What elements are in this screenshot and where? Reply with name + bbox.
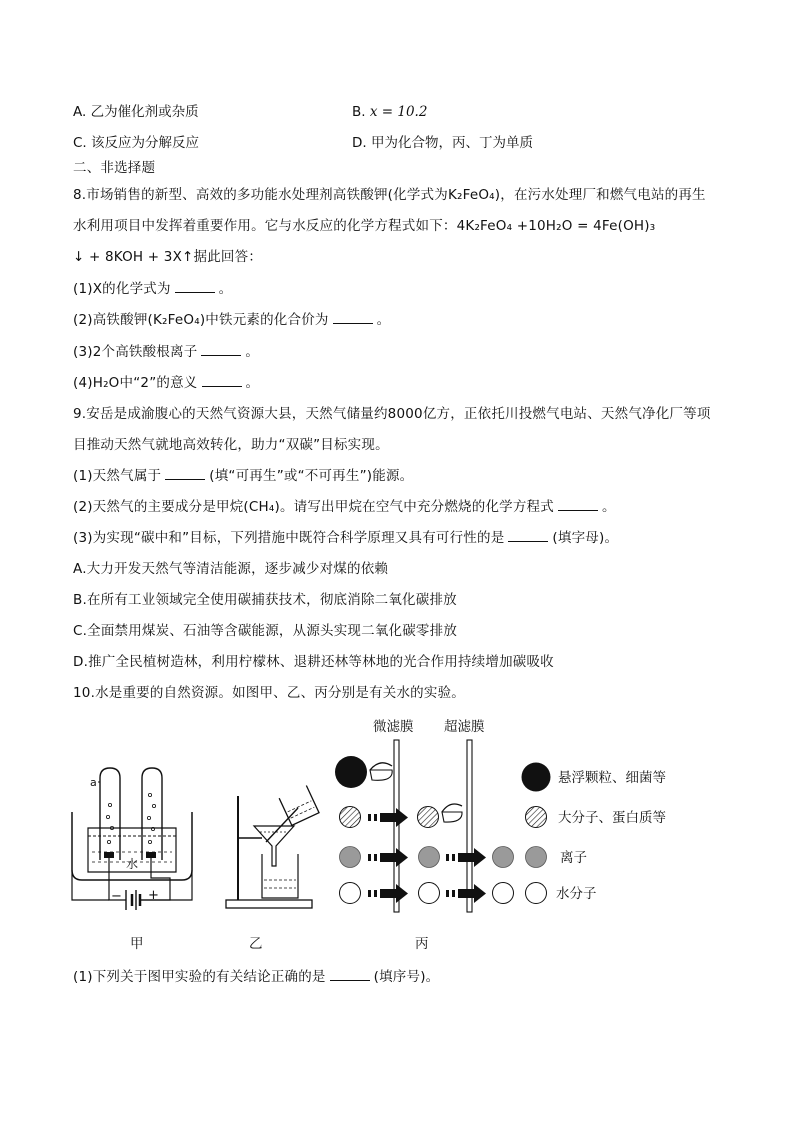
experiment-figure (0, 700, 794, 965)
filtration-apparatus (226, 785, 319, 908)
answer-blank[interactable] (333, 311, 373, 324)
legend-suspended-icon (522, 763, 551, 792)
legend-ion-label: 离子 (560, 850, 587, 866)
ultrafiltration-membrane (467, 740, 472, 912)
q8-line3: ↓ + 8KOH + 3X↑据此回答： (73, 249, 263, 265)
q9-sub3-text: (3)为实现“碳中和”目标，下列措施中既符合科学原理又具有可行性的是 (73, 530, 505, 546)
q10-sub1-end: (填序号)。 (373, 969, 440, 985)
figure-caption-bing: 丙 (415, 936, 429, 952)
option-c: C. 该反应为分解反应 (73, 135, 200, 151)
answer-blank[interactable] (201, 343, 241, 356)
answer-blank[interactable] (558, 498, 598, 511)
minus-sign: − (111, 889, 122, 904)
legend-water-label: 水分子 (556, 886, 597, 902)
q9-sub1-end: (填“可再生”或“不可再生”)能源。 (209, 468, 414, 484)
arrow (368, 808, 408, 827)
q8-sub2 (73, 310, 390, 330)
answer-blank[interactable] (330, 968, 370, 981)
option-d: D. 甲为化合物，丙、丁为单质 (352, 135, 533, 151)
legend-ion-icon (526, 847, 547, 868)
figure-caption-jia: 甲 (130, 936, 144, 952)
q9-sub1 (73, 466, 413, 486)
q8-sub2-end: 。 (376, 312, 391, 328)
q8-sub2-text: (2)高铁酸钾(K₂FeO₄)中铁元素的化合价为 (73, 312, 329, 328)
q9-sub2-text: (2)天然气的主要成分是甲烷(CH₄)。请写出甲烷在空气中充分燃烧的化学方程式 (73, 499, 554, 515)
q9-option-a: A.大力开发天然气等清洁能源，逐步减少对煤的依赖 (73, 561, 389, 577)
ion (493, 847, 514, 868)
q8-sub1 (73, 279, 232, 299)
ultrafiltration-label: 超滤膜 (444, 719, 485, 735)
legend-macromolecule-label: 大分子、蛋白质等 (558, 810, 666, 826)
suspended-particle (335, 756, 367, 788)
water-molecule (493, 883, 514, 904)
section-title: 二、非选择题 (73, 160, 156, 176)
water-label: 水 (126, 857, 139, 871)
option-b-label: B. (352, 104, 370, 120)
electrode-label-a: a (90, 776, 97, 789)
q8-sub3 (73, 342, 259, 362)
answer-blank[interactable] (175, 280, 215, 293)
microfiltration-label: 微滤膜 (373, 719, 414, 735)
q9-option-d: D.推广全民植树造林，利用柠檬林、退耕还林等林地的光合作用持续增加碳吸收 (73, 654, 554, 670)
q8-sub4 (73, 373, 259, 393)
legend-water-icon (526, 883, 547, 904)
option-b-math: x = 10.2 (369, 104, 428, 120)
q9-sub2-end: 。 (601, 499, 616, 515)
arrow (368, 848, 408, 867)
q9-option-c: C.全面禁用煤炭、石油等含碳能源，从源头实现二氧化碳零排放 (73, 623, 458, 639)
q8-sub4-text: (4)H₂O中“2”的意义 (73, 375, 198, 391)
q8-line2: 水利用项目中发挥着重要作用。它与水反应的化学方程式如下：4K₂FeO₄ +10H₂O = 4Fe(OH)₃ (73, 218, 656, 234)
legend-macromolecule-icon (526, 807, 547, 828)
electrolysis-apparatus (72, 768, 192, 910)
answer-blank[interactable] (508, 529, 548, 542)
q8-line1: 8.市场销售的新型、高效的多功能水处理剂高铁酸钾(化学式为K₂FeO₄)，在污水处理厂和燃气电站的再生 (73, 187, 706, 203)
ion (419, 847, 440, 868)
arrow (446, 884, 486, 903)
figure-caption-yi: 乙 (249, 936, 263, 952)
option-a: A. 乙为催化剂或杂质 (73, 104, 199, 120)
q8-sub4-end: 。 (245, 375, 260, 391)
q9-line1: 9.安岳是成渝腹心的天然气资源大县，天然气储量约8000亿方，正依托川投燃气电站、天然气净化厂等项 (73, 406, 711, 422)
q8-sub1-text: (1)X的化学式为 (73, 281, 171, 297)
q9-sub3-end: (填字母)。 (552, 530, 619, 546)
macromolecule (340, 807, 361, 828)
q9-sub3 (73, 528, 618, 548)
answer-blank[interactable] (202, 374, 242, 387)
option-b (352, 102, 427, 122)
q10-sub1-text: (1)下列关于图甲实验的有关结论正确的是 (73, 969, 326, 985)
q9-sub2 (73, 497, 616, 517)
arrow (368, 884, 408, 903)
q8-sub3-text: (3)2个高铁酸根离子 (73, 344, 198, 360)
ion (340, 847, 361, 868)
q8-sub1-end: 。 (218, 281, 233, 297)
macromolecule (418, 807, 439, 828)
water-molecule (419, 883, 440, 904)
plus-sign: + (148, 888, 159, 903)
legend-suspended-label: 悬浮颗粒、细菌等 (558, 770, 666, 786)
q10-sub1 (73, 967, 439, 987)
q9-sub1-text: (1)天然气属于 (73, 468, 162, 484)
arrow (446, 848, 486, 867)
membrane-filtration-diagram (335, 718, 666, 912)
water-molecule (340, 883, 361, 904)
answer-blank[interactable] (165, 467, 205, 480)
q9-option-b: B.在所有工业领域完全使用碳捕获技术，彻底消除二氧化碳排放 (73, 592, 457, 608)
q10-line1: 10.水是重要的自然资源。如图甲、乙、丙分别是有关水的实验。 (73, 685, 465, 701)
q9-line2: 目推动天然气就地高效转化，助力“双碳”目标实现。 (73, 437, 389, 453)
q8-sub3-end: 。 (245, 344, 260, 360)
